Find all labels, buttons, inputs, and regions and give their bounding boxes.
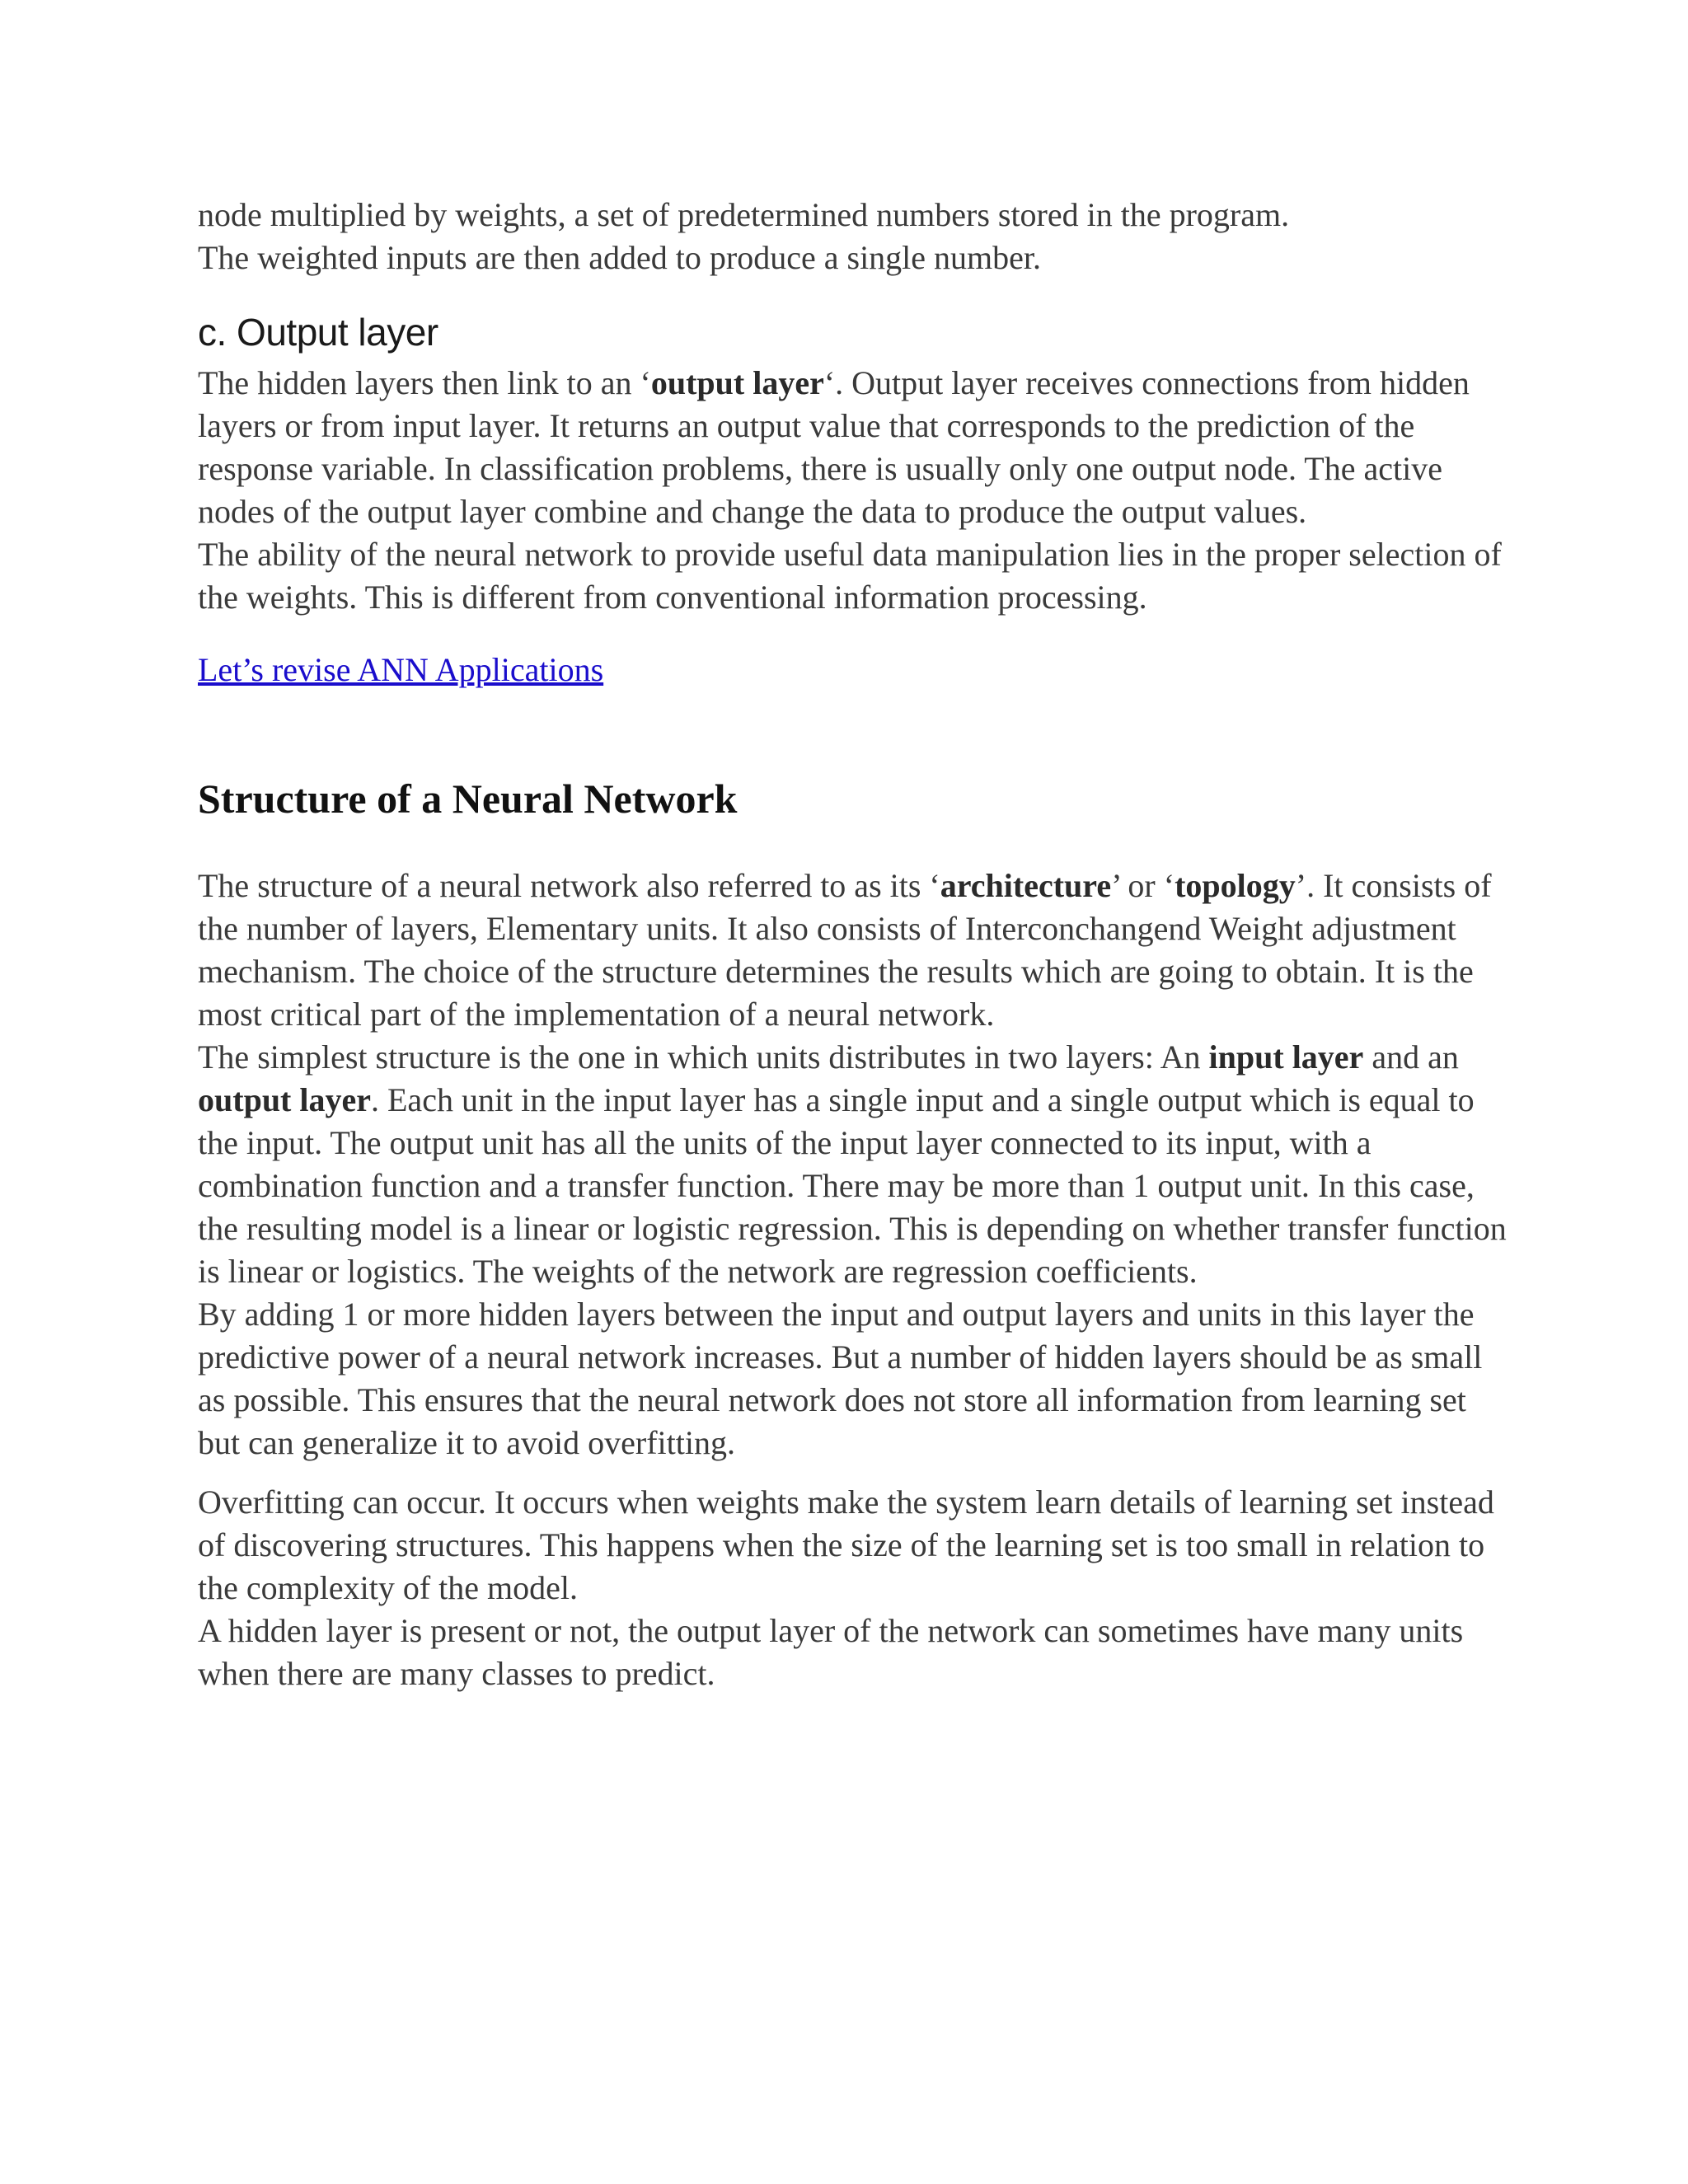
text-run: The structure of a neural network also referred to as its ‘ <box>198 867 940 904</box>
bold-term-topology: topology <box>1175 867 1296 904</box>
intro-line-2: The weighted inputs are then added to produce a single number. <box>198 239 1042 276</box>
ann-applications-link[interactable]: Let’s revise ANN Applications <box>198 651 604 688</box>
text-run: The simplest structure is the one in which units distributes in two layers: An <box>198 1038 1209 1076</box>
structure-paragraph-4: Overfitting can occur. It occurs when weights make the system learn details of learning set instead of discovering structures. This happens when the size of the learning set is too small in relation to the complexity of the model. <box>198 1483 1494 1606</box>
bold-term-output-layer: output layer <box>198 1081 371 1118</box>
text-run: . Each unit in the input layer has a single input and a single output which is equal to the input. The output unit has all the units of the input layer connected to its input, with a combination function and a transfer function. There may be more than 1 output unit. In this case, the resulting model is a linear or logistic regression. This is depending on whether transfer function is linear or logistics. The weights of the network are regression coefficients. <box>198 1081 1507 1290</box>
structure-paragraph-1 <box>198 865 1517 1036</box>
output-layer-paragraph-1 <box>198 362 1517 533</box>
structure-paragraph-3: By adding 1 or more hidden layers between the input and output layers and units in this layer the predictive power of a neural network increases. But a number of hidden layers should be as small as possible. This ensures that the neural network does not store all information from learning set but can generalize it to avoid overfitting. <box>198 1296 1483 1461</box>
document-page <box>198 194 1517 1695</box>
output-layer-paragraph-2: The ability of the neural network to provide useful data manipulation lies in the proper selection of the weights. This is different from conventional information processing. <box>198 536 1502 616</box>
text-run: and an <box>1363 1038 1459 1076</box>
structure-heading: Structure of a Neural Network <box>198 776 738 822</box>
intro-line-1: node multiplied by weights, a set of predetermined numbers stored in the program. <box>198 196 1290 233</box>
bold-term-output-layer: output layer <box>650 364 824 401</box>
bold-term-input-layer: input layer <box>1208 1038 1364 1076</box>
text-run: ’. It consists of the number of layers, Elementary units. It also consists of Interconchangend Weight adjustment mechanism. The choice of the structure determines the results which are going to obtain. It is the most critical part of the implementation of a neural network. <box>198 867 1492 1033</box>
intro-paragraph <box>198 194 1517 279</box>
text-run: The hidden layers then link to an ‘ <box>198 364 651 401</box>
text-run: ‘. Output layer receives connections from hidden layers or from input layer. It returns an output value that corresponds to the prediction of the response variable. In classification problems, there is usually only one output node. The active nodes of the output layer combine and change the data to produce the output values. <box>198 364 1470 530</box>
text-run: ’ or ‘ <box>1111 867 1175 904</box>
structure-paragraph-5: A hidden layer is present or not, the output layer of the network can sometimes have many units when there are many classes to predict. <box>198 1612 1464 1692</box>
output-layer-heading: c. Output layer <box>198 311 438 354</box>
bold-term-architecture: architecture <box>940 867 1112 904</box>
revise-link-line <box>198 649 1517 691</box>
structure-paragraph-2 <box>198 1036 1517 1293</box>
